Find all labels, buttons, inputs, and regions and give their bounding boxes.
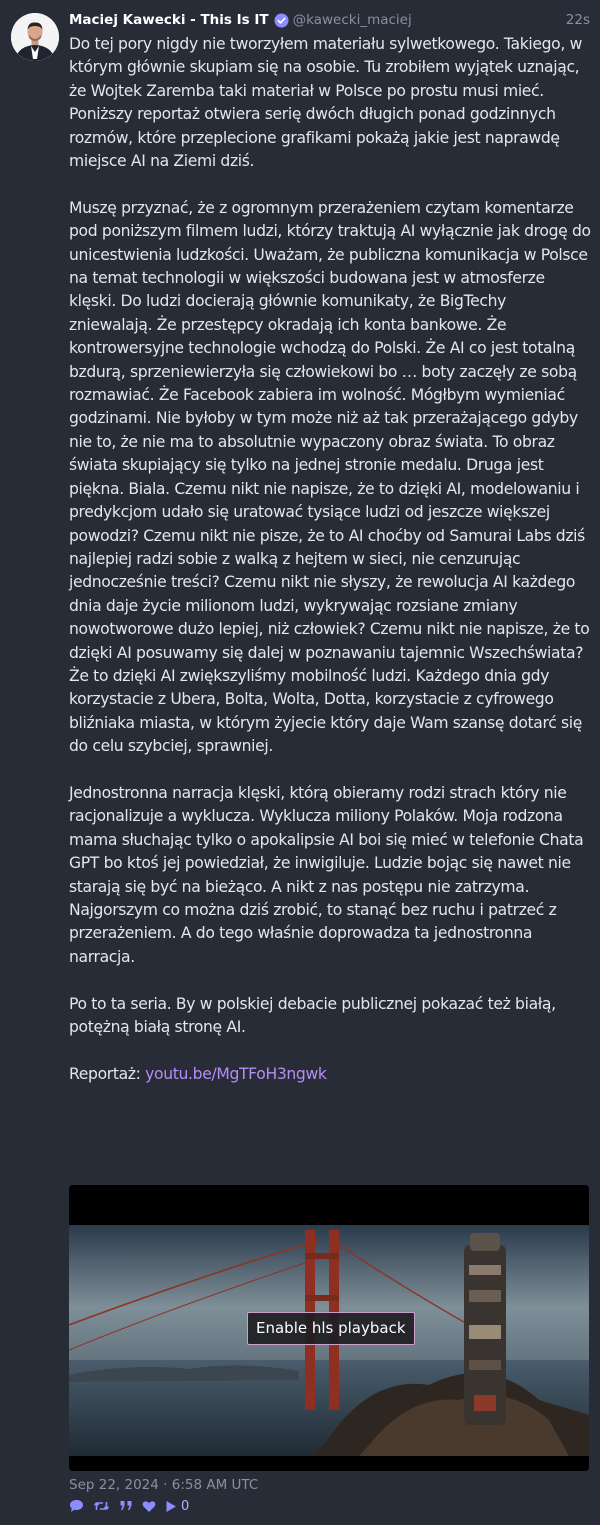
- verified-badge-icon: [274, 13, 289, 28]
- status-header: [69, 10, 590, 30]
- paragraph: Po to ta seria. By w polskiej debacie publicznej pokazać też białą, potężną białą stronę AI.: [69, 994, 556, 1037]
- play-icon: [165, 1500, 177, 1513]
- paragraph: Muszę przyznać, że z ogromnym przerażeniem czytam komentarze pod poniższym filmem ludzi, którzy traktują AI wyłącznie jak drogę do unicestwienia ludzkości. Uważam, że publiczna komunikacja w Polsce na temat technologii w większości budowana jest w atmosferze klęski. Do ludzi docierają głównie komunikaty, że BigTechy zniewalają. Że przestępcy okradają ich konta bankowe. Że kontrowersyjne technologie wchodzą do Polski. Że AI co jest totalną bzdurą, sprzeniewierzyła się człowiekowi bo … boty zaczęły ze sobą rozmawiać. Że Facebook zabiera im wolność. Mógłbym wymieniać godzinami. Nie byłoby w tym może niż aż tak przerażającego gdyby nie to, że nie ma to absolutnie wypaczony obraz świata. To obraz świata skupiający się tylko na jednej stronie medalu. Druga jest piękna. Biala. Czemu nikt nie napisze, że to dzięki AI, modelowaniu i predykcjom udało się uratować tysiące ludzi od jeszcze większej powodzi? Czemu nikt nie pisze, że to AI choćby od Samurai Labs dziś najlepiej radzi sobie z walką z hejtem w sieci, nie cenzurując jednocześnie treści? Czemu nikt nie słyszy, że rewolucja AI każdego dnia daje życie milionom ludzi, wykrywając rozsiane zmiany nowotworowe dużo lepiej, niż człowiek? Czemu nikt nie napisze, że to dzięki AI posuwamy się dalej w poznawaniu tajemnic Wszechświata? Że to dzięki AI zwiększyliśmy mobilność ludzi. Każdego dnia gdy korzystacie z Ubera, Bolta, Wolta, Dotta, korzystacie z cyfrowego bliźniaka miasta, w którym żyjecie który daje Wam szansę dotarć się do celu szybciej, sprawniej.: [69, 198, 591, 756]
- speech-bubble-icon: [69, 1499, 84, 1513]
- author-handle[interactable]: @kawecki_maciej: [292, 12, 412, 28]
- reply-button[interactable]: [69, 1497, 84, 1515]
- avatar[interactable]: [11, 13, 59, 61]
- status-timestamp[interactable]: Sep 22, 2024 · 6:58 AM UTC: [69, 1477, 259, 1493]
- video-player[interactable]: [69, 1185, 589, 1471]
- paragraph: Jednostronna narracja klęski, którą obieramy rodzi strach który nie racjonalizuje a wyklucza. Wyklucza miliony Polaków. Moja rodzona mama słuchając tylko o apokalipsie AI boi się mieć w telefonie Chata GPT bo ktoś jej powiedział, że inwigiluje. Ludzie bojąc się nawet nie starają się być na bieżąco. A nikt z nas postępu nie zatrzyma. Najgorszym co można dziś zrobić, to stanąć bez ruchu i patrzeć z przerażeniem. A do tego właśnie doprowadza ta jednostronna narracja.: [69, 783, 584, 966]
- status-content: [69, 33, 593, 1086]
- boost-button[interactable]: [93, 1497, 110, 1515]
- quote-button[interactable]: [119, 1497, 133, 1515]
- report-line: [69, 1063, 593, 1086]
- views-count: 0: [181, 1498, 190, 1514]
- heart-icon: [142, 1500, 156, 1513]
- report-label: Reportaż:: [69, 1064, 146, 1083]
- author-display-name[interactable]: Maciej Kawecki - This Is IT: [69, 12, 269, 28]
- quote-icon: [119, 1499, 133, 1513]
- retweet-icon: [93, 1499, 110, 1513]
- views-button[interactable]: [165, 1497, 189, 1515]
- avatar-photo: [11, 13, 59, 61]
- report-link[interactable]: youtu.be/MgTFoH3ngwk: [145, 1064, 327, 1083]
- relative-time[interactable]: 22s: [565, 12, 590, 28]
- paragraph: Do tej pory nigdy nie tworzyłem materiału sylwetkowego. Takiego, w którym głównie skupiam się na osobie. Tu zrobiłem wyjątek uznając, że Wojtek Zaremba taki materiał w Polsce po prostu musi mieć. Poniższy reportaż otwiera serię dwóch długich ponad godzinnych rozmów, które przeplecione grafikami pokażą jakie jest naprawdę miejsce AI na Ziemi dziś.: [69, 35, 582, 171]
- status-actions: [69, 1497, 198, 1515]
- enable-hls-button[interactable]: Enable hls playback: [247, 1312, 415, 1345]
- favourite-button[interactable]: [142, 1497, 156, 1515]
